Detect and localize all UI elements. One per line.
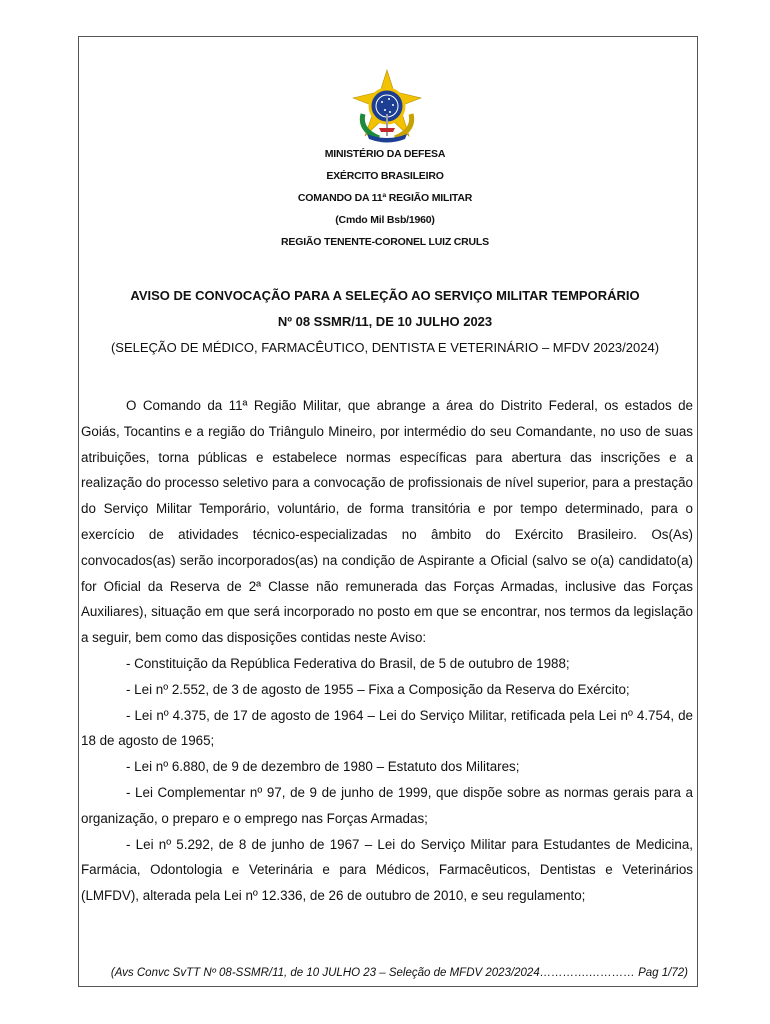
legislation-item: - Lei nº 6.880, de 9 de dezembro de 1980 – Estatuto dos Militares; bbox=[126, 759, 520, 775]
header-command: COMANDO DA 11ª REGIÃO MILITAR bbox=[297, 192, 473, 204]
notice-subtitle: (SELEÇÃO DE MÉDICO, FARMACÊUTICO, DENTISTA E VETERINÁRIO – MFDV 2023/2024) bbox=[110, 340, 660, 355]
page-footer: (Avs Convc SvTT Nº 08-SSMR/11, de 10 JULHO 23 – Seleção de MFDV 2023/2024………….………… Pag 1/72) bbox=[110, 967, 688, 979]
legislation-item: - Constituição da República Federativa do Brasil, de 5 de outubro de 1988; bbox=[126, 655, 570, 671]
notice-body bbox=[81, 393, 693, 909]
header-ministry: MINISTÉRIO DA DEFESA bbox=[324, 148, 446, 160]
legislation-item: - Lei nº 4.375, de 17 de agosto de 1964 – Lei do Serviço Militar, retificada pela Lei nº 4.754, de 18 de agosto de 1965; bbox=[81, 707, 693, 749]
header-command-abbrev: (Cmdo Mil Bsb/1960) bbox=[335, 214, 435, 226]
header-army: EXÉRCITO BRASILEIRO bbox=[326, 170, 444, 182]
legislation-item: - Lei Complementar nº 97, de 9 de junho de 1999, que dispõe sobre as normas gerais para a organização, o preparo e o emprego nas Forças Armadas; bbox=[81, 784, 693, 826]
legislation-item: - Lei nº 5.292, de 8 de junho de 1967 – Lei do Serviço Militar para Estudantes de Medicina, Farmácia, Odontologia e Veterinária e para Médicos, Farmacêuticos, Dentistas e Veterinários (LMFDV), alterada pela Lei nº 12.336, de 26 de outubro de 2010, e seu regulamento; bbox=[81, 836, 693, 904]
intro-paragraph: O Comando da 11ª Região Militar, que abrange a área do Distrito Federal, os estados de Goiás, Tocantins e a região do Triângulo Mineiro, por intermédio do seu Comandante, no uso de suas atribuições, torna públicas e estabelece normas específicas para abertura das inscrições e a realização do processo seletivo para a convocação de profissionais de nível superior, para a prestação do Serviço Militar Temporário, voluntário, de forma transitória e por tempo determinado, para o exercício de atividades técnico-especializadas no âmbito do Exército Brasileiro. Os(As) convocados(as) serão incorporados(as) na condição de Aspirante a Oficial (salvo se o(a) candidato(a) for Oficial da Reserva de 2ª Classe não remunerada das Forças Armadas, inclusive das Forças Auxiliares), situação em que será incorporado no posto em que se encontrar, nos termos da legislação a seguir, bem como das disposições contidas neste Aviso: bbox=[81, 398, 693, 646]
legislation-item: - Lei nº 2.552, de 3 de agosto de 1955 – Fixa a Composição da Reserva do Exército; bbox=[126, 681, 630, 697]
brazil-coat-of-arms-icon bbox=[349, 68, 425, 144]
header-region-name: REGIÃO TENENTE-CORONEL LUIZ CRULS bbox=[281, 236, 489, 248]
notice-title: AVISO DE CONVOCAÇÃO PARA A SELEÇÃO AO SERVIÇO MILITAR TEMPORÁRIO bbox=[130, 288, 640, 303]
notice-number: Nº 08 SSMR/11, DE 10 JULHO 2023 bbox=[277, 314, 493, 329]
